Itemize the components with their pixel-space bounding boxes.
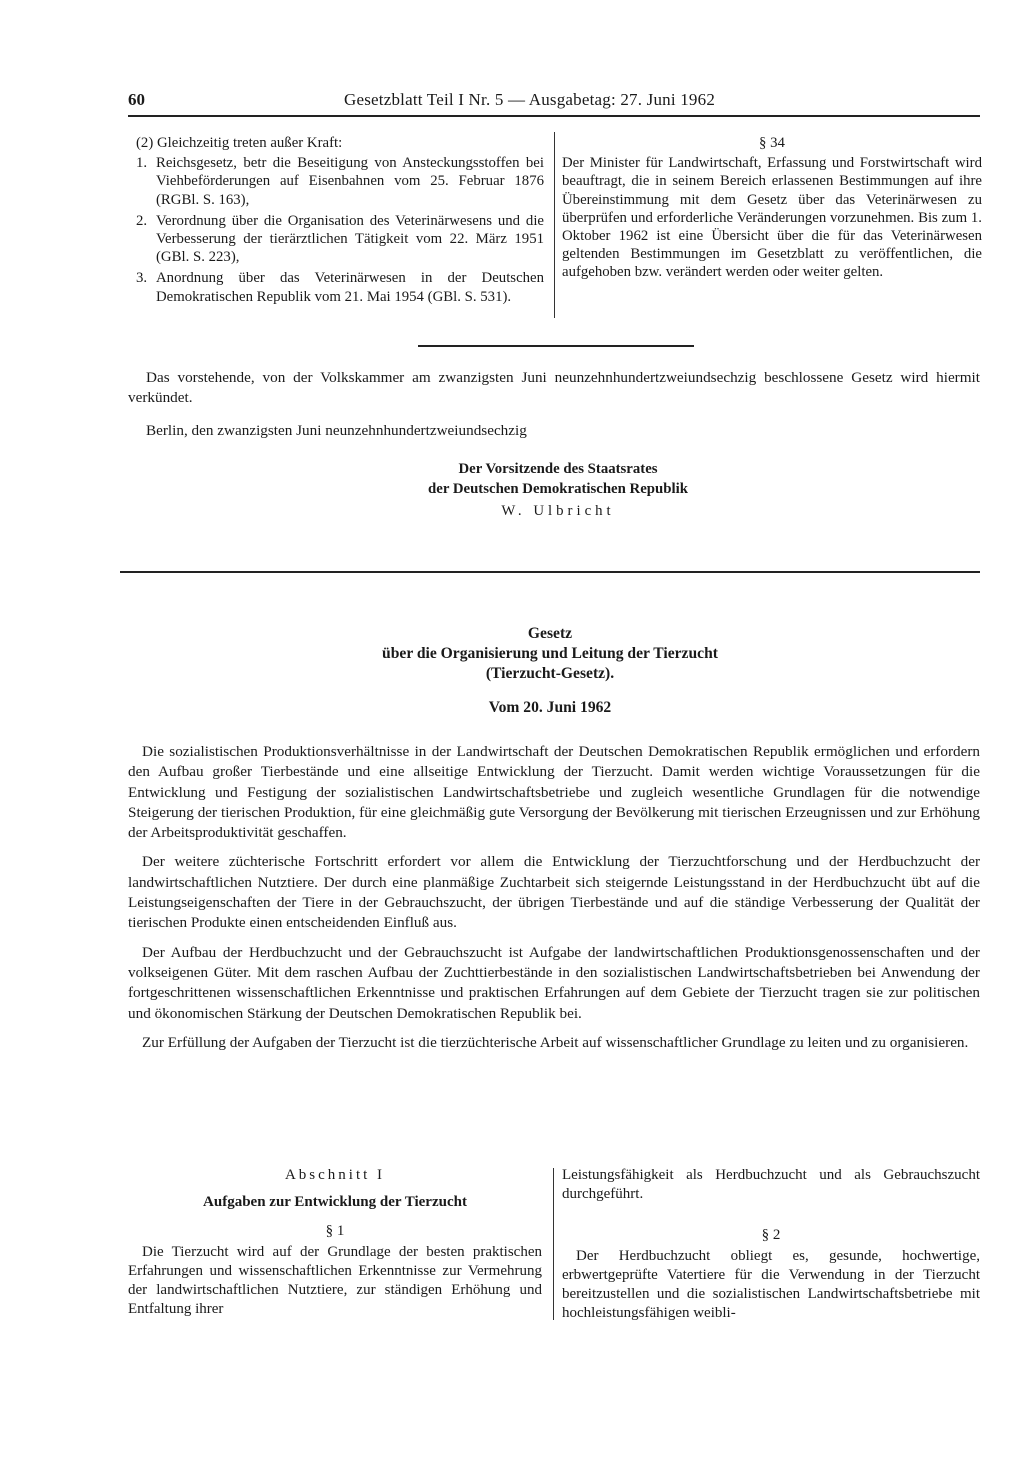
law-title (200, 624, 900, 718)
header-rule (128, 115, 980, 117)
paragraph-label: § 2 (761, 1227, 781, 1243)
section1-left-column (128, 1166, 542, 1319)
column-divider (554, 132, 555, 318)
paragraph-label: § 34 (759, 135, 785, 151)
list-item-text: Anordnung über das Veterinärwesen in der Deutschen Demokratischen Republik vom 21. Mai 1954 (GBl. S. 531). (156, 270, 544, 305)
signatory-state: der Deutschen Demokratischen Republik (428, 481, 688, 497)
paragraph-2-text: Der Herdbuchzucht obliegt es, gesunde, hochwertige, erbwertgeprüfte Vatertiere für die Verwendung in der Tierzucht bereitzustellen und die sozialistischen Landwirtschaftsbetriebe mit hochleistungsfähigen weibli- (562, 1248, 980, 1321)
preamble-paragraph: Die sozialistischen Produktionsverhältnisse in der Landwirtschaft der Deutschen Demokratischen Republik ermöglichen und erfordern den Aufbau großer Tierbestände und eine allseitige Entwicklung der Tierzucht. Damit werden wichtige Voraussetzungen für die Entwicklung und Festigung der sozialistischen Landwirtschaftsbetriebe und zugleich wesentliche Grundlagen für die notwendige Steigerung der tierischen Produktion, für eine gleichmäßig gute Versorgung der Bevölkerung mit tierischen Erzeugnissen und zur Erhöhung der Arbeitsproduktivität geschaffen. (128, 743, 980, 842)
paragraph-34-column (562, 134, 982, 282)
section-title: Aufgaben zur Entwicklung der Tierzucht (203, 1194, 467, 1210)
list-item-text: Reichsgesetz, betr die Beseitigung von Ansteckungsstoffen bei Viehbeförderungen auf Eisenbahnen vom 25. Februar 1876 (RGBl. S. 163), (156, 155, 544, 208)
section-heading: Abschnitt I (284, 1167, 386, 1183)
list-item-number: 1. (136, 155, 148, 172)
separator-rule (120, 571, 980, 573)
preamble-paragraph: Zur Erfüllung der Aufgaben der Tierzucht ist die tierzüchterische Arbeit auf wissenschaftlicher Grundlage zu leiten und zu organisieren. (142, 1033, 969, 1051)
paragraph-34-text: Der Minister für Landwirtschaft, Erfassung und Forstwirtschaft wird beauftragt, die in seinem Bereich erlassenen Bestimmungen auf ihre Übereinstimmung mit dem Gesetz über das Veterinärwesen zu überprüfen und erforderliche Veränderungen vorzunehmen. Bis zum 1. Oktober 1962 ist eine Übersicht über die für das Veterinärwesen geltenden Bestimmungen im Gesetzblatt zu veröffentlichen, die aufgehoben bzw. verändert werden oder weiter gelten. (562, 155, 982, 281)
list-item-number: 2. (136, 212, 148, 229)
section1-right-column (562, 1166, 980, 1323)
list-item-text: Verordnung über die Organisation des Veterinärwesens und die Verbesserung der tierärztlichen Tätigkeit vom 22. März 1951 (GBl. S. 223), (156, 212, 544, 266)
paragraph-label: § 1 (325, 1223, 345, 1239)
preamble-paragraph: Der weitere züchterische Fortschritt erfordert vor allem die Entwicklung der Tierzuchtforschung und der Herdbuchzucht der landwirtschaftlichen Nutztiere. Der durch eine planmäßige Zuchtarbeit sich steigernde Leistungsstand in der Herdbuchzucht übt auf die Leistungseigenschaften der Tiere in der Gebrauchszucht, der übrigen Tierbestände und auf die ständige Verbesserung der Qualität der tierischen Produkte einen entscheidenden Einfluß aus. (128, 853, 980, 932)
list-item (136, 269, 544, 305)
law-title-line: Gesetz (527, 625, 573, 642)
paragraph-1-text: Die Tierzucht wird auf der Grundlage der besten praktischen Erfahrungen und wissenschaftlichen Erkenntnisse zur Vermehrung der landwirtschaftlichen Nutztiere, zur ständigen Erhöhung und Entfaltung ihrer (128, 1244, 542, 1317)
page-header (128, 90, 980, 114)
repeal-intro: (2) Gleichzeitig treten außer Kraft: (136, 135, 343, 151)
gazette-title: Gesetzblatt Teil I Nr. 5 — Ausgabetag: 27. Juni 1962 (344, 90, 716, 109)
preamble-paragraph: Der Aufbau der Herdbuchzucht und der Gebrauchszucht ist Aufgabe der landwirtschaftlichen Produktionsgenossenschaften und der volkseigenen Güter. Mit dem raschen Aufbau der Zuchttierbestände in den sozialistischen Landwirtschaftsbetrieben bei Anwendung der fortgeschrittenen wissenschaftlichen Erkenntnisse und praktischen Erfahrungen auf dem Gebiete der Tierzucht tragen sie zur politischen und ökonomischen Stärkung der Deutschen Demokratischen Republik bei. (128, 943, 980, 1022)
signatory-title: Der Vorsitzende des Staatsrates (458, 461, 658, 477)
promulgation-block (128, 368, 980, 408)
law-date: Vom 20. Juni 1962 (488, 699, 612, 716)
preamble (128, 742, 980, 1062)
law-title-line: (Tierzucht-Gesetz). (485, 665, 615, 682)
repealed-list-column (136, 134, 544, 309)
paragraph-1-continued: Leistungsfähigkeit als Herdbuchzucht und als Gebrauchszucht durchgeführt. (562, 1167, 980, 1202)
signature-block (380, 459, 736, 521)
section-rule (418, 345, 694, 347)
law-title-line: über die Organisierung und Leitung der Tierzucht (382, 645, 718, 662)
promulgation-text: Das vorstehende, von der Volkskammer am zwanzigsten Juni neunzehnhundertzweiundsechzig beschlossene Gesetz wird hiermit verkündet. (128, 369, 980, 406)
page-number: 60 (128, 90, 145, 109)
signatory-name: W. Ulbricht (501, 503, 615, 519)
place-date: Berlin, den zwanzigsten Juni neunzehnhundertzweiundsechzig (146, 422, 527, 439)
list-item (136, 154, 544, 209)
column-divider (553, 1168, 554, 1320)
list-item-number: 3. (136, 270, 148, 287)
list-item (136, 212, 544, 267)
